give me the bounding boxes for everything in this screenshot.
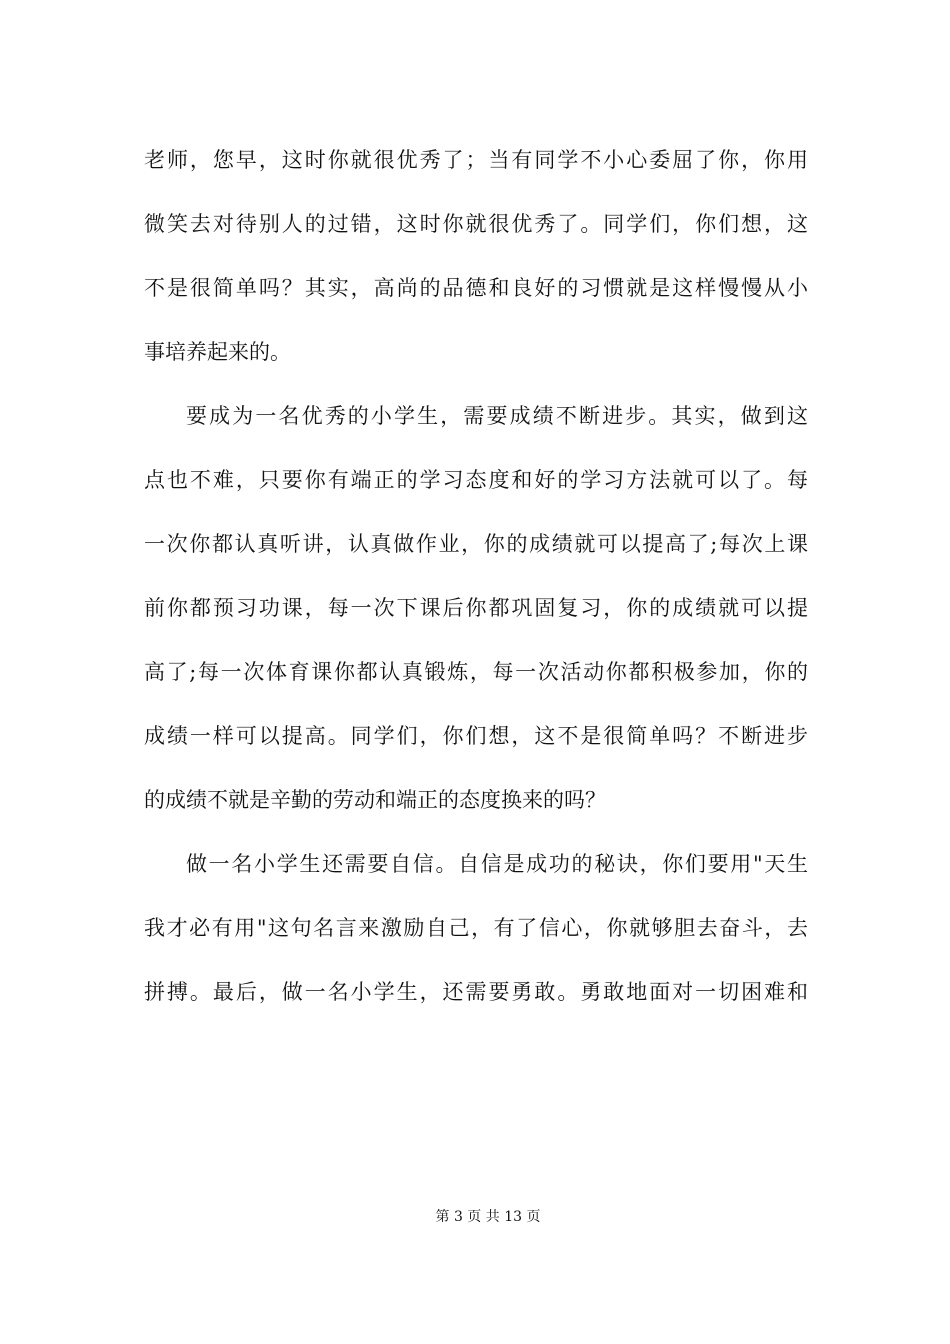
text-line-12: 做一名小学生还需要自信。自信是成功的秘诀，你们要用"天生: [186, 852, 808, 876]
text-line-11: 的成绩不就是辛勤的劳动和端正的态度换来的吗？: [144, 788, 606, 812]
text-line-1: 老师，您早，这时你就很优秀了；当有同学不小心委屈了你，你用: [144, 148, 808, 172]
text-line-13: 我才必有用"这句名言来激励自己，有了信心，你就够胆去奋斗，去: [144, 916, 808, 940]
document-body: [144, 128, 808, 1024]
text-line-6: 点也不难，只要你有端正的学习态度和好的学习方法就可以了。每: [144, 468, 808, 492]
text-line-2: 微笑去对待别人的过错，这时你就很优秀了。同学们，你们想，这: [144, 212, 808, 236]
text-line-7: 一次你都认真听讲，认真做作业，你的成绩就可以提高了;每次上课: [144, 532, 808, 556]
text-line-9: 高了;每一次体育课你都认真锻炼，每一次活动你都积极参加，你的: [144, 660, 808, 684]
text-line-4: 事培养起来的。: [144, 340, 291, 364]
text-line-8: 前你都预习功课，每一次下课后你都巩固复习，你的成绩就可以提: [144, 596, 808, 620]
page-number-footer: 第 3 页 共 13 页: [435, 1209, 541, 1225]
text-line-5: 要成为一名优秀的小学生，需要成绩不断进步。其实，做到这: [186, 404, 808, 428]
text-line-3: 不是很简单吗？其实，高尚的品德和良好的习惯就是这样慢慢从小: [144, 276, 808, 300]
text-line-10: 成绩一样可以提高。同学们，你们想，这不是很简单吗？不断进步: [144, 724, 808, 748]
text-line-14: 拼搏。最后，做一名小学生，还需要勇敢。勇敢地面对一切困难和: [144, 980, 808, 1004]
